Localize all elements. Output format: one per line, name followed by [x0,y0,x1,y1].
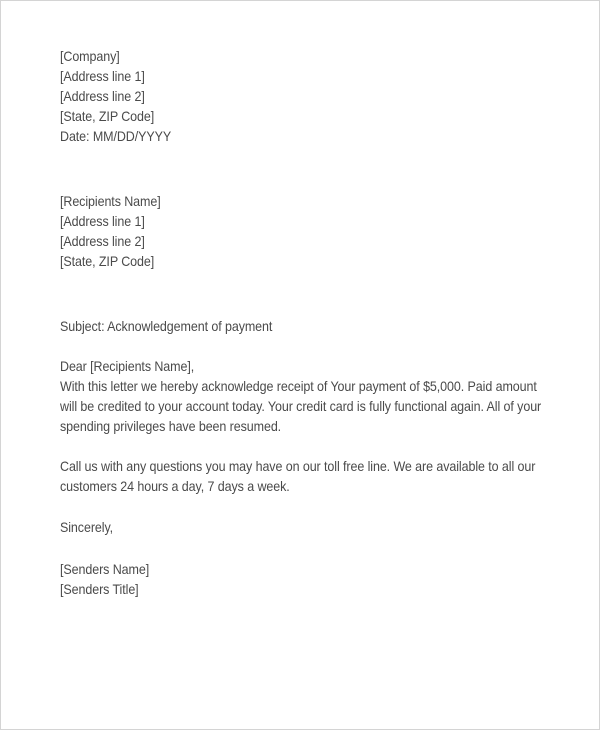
sender-address-line-1: [Address line 1] [60,69,145,84]
body-paragraph-line: With this letter we hereby acknowledge receipt of Your payment of $5,000. Paid amount [60,379,537,394]
closing: Sincerely, [60,520,114,535]
letter-body [60,47,542,600]
spacer [60,272,520,317]
body-paragraph-line: Call us with any questions you may have on our toll free line. We are available to all our [60,459,536,474]
subject-line: Subject: Acknowledgement of payment [60,319,273,334]
body-paragraph-line: customers 24 hours a day, 7 days a week. [60,479,290,494]
body-paragraph-2 [60,457,536,497]
sender-title: [Senders Title] [60,582,139,597]
spacer [60,538,520,560]
sender-state-zip: [State, ZIP Code] [60,109,155,124]
sender-address-block [60,47,520,147]
recipient-address-line-2: [Address line 2] [60,234,145,249]
letter-date: Date: MM/DD/YYYY [60,129,172,144]
recipient-address-line-1: [Address line 1] [60,214,145,229]
recipient-state-zip: [State, ZIP Code] [60,254,155,269]
recipient-name: [Recipients Name] [60,194,161,209]
body-paragraph-line: spending privileges have been resumed. [60,419,282,434]
body-paragraph-1 [60,377,542,437]
spacer [60,437,520,457]
sender-name: [Senders Name] [60,562,150,577]
recipient-address-block [60,192,520,272]
body-paragraph-line: will be credited to your account today. Your credit card is fully functional again. All of your [60,399,542,414]
sender-company: [Company] [60,49,120,64]
signature-block [60,560,520,600]
spacer [60,147,520,192]
sender-address-line-2: [Address line 2] [60,89,145,104]
salutation: Dear [Recipients Name], [60,359,195,374]
spacer [60,337,520,357]
spacer [60,497,520,518]
